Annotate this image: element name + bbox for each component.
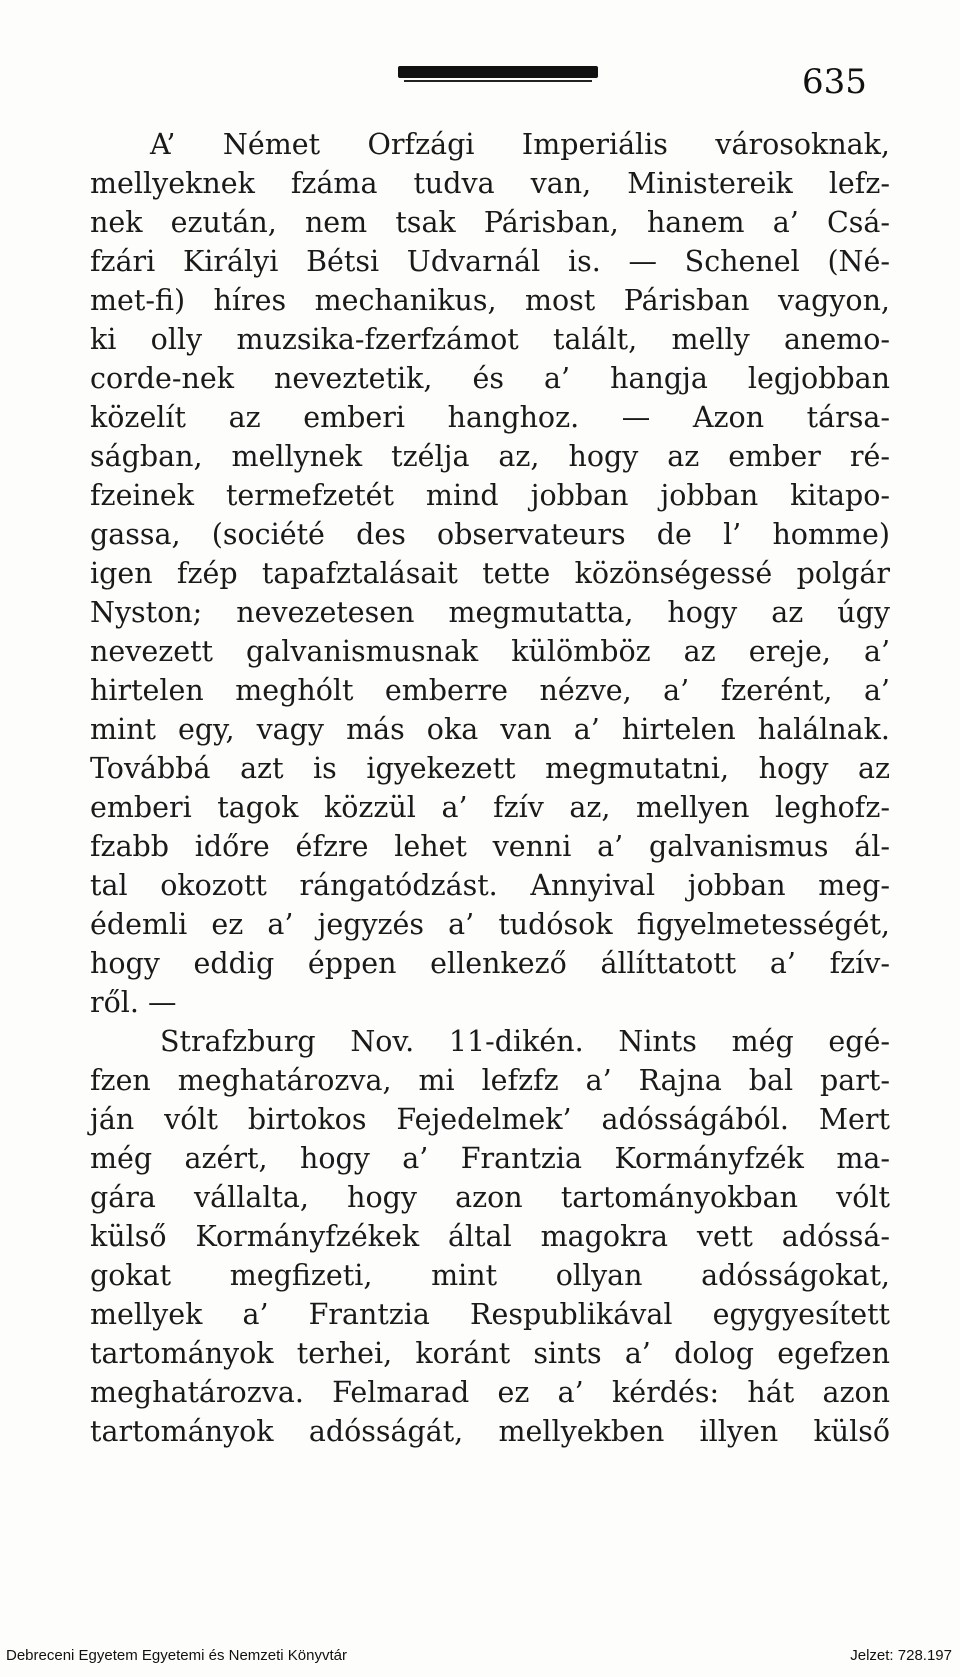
body-text <box>90 125 890 1451</box>
text-line: mint egy, vagy más oka van a’ hirtelen halálnak. <box>90 713 890 746</box>
text-line: nek ezután, nem tsak Párisban, hanem a’ Csá- <box>90 206 890 239</box>
text-line: ságban, mellynek tzélja az, hogy az ember ré- <box>90 440 890 473</box>
text-line: gára vállalta, hogy azon tartományokban vólt <box>90 1181 890 1214</box>
text-line: fzabb időre éfzre lehet venni a’ galvanismus ál- <box>90 830 890 863</box>
text-line: Nyston; nevezetesen megmutatta, hogy az úgy <box>90 596 890 629</box>
text-line: Továbbá azt is igyekezett megmutatni, hogy az <box>90 752 890 785</box>
text-line: hogy eddig éppen ellenkező állíttatott a’ fzív- <box>90 947 890 980</box>
text-line: met-fi) híres mechanikus, most Párisban vagyon, <box>90 284 890 317</box>
text-line: tartományok adósságát, mellyekben illyen külső <box>90 1415 890 1448</box>
text-line: gokat megfizeti, mint ollyan adósságokat, <box>90 1259 890 1292</box>
text-line: fzeinek termefzetét mind jobban jobban kitapo- <box>90 479 890 512</box>
text-line: még azért, hogy a’ Frantzia Kormányfzék ma- <box>90 1142 890 1175</box>
text-line: gassa, (société des observateurs de l’ homme) <box>90 518 890 551</box>
header-rule <box>398 66 598 78</box>
text-line: nevezett galvanismusnak külömböz az ereje, a’ <box>90 635 890 668</box>
text-line: tartományok terhei, koránt sints a’ dolog egefzen <box>90 1337 890 1370</box>
text-line: ján vólt birtokos Fejedelmek’ adósságából. Mert <box>90 1103 890 1136</box>
library-footer: Debreceni Egyetem Egyetemi és Nemzeti Könyvtár <box>6 1647 347 1664</box>
text-line: igen fzép tapafztalásait tette közönségessé polgár <box>90 557 890 590</box>
page-number: 635 <box>802 62 867 102</box>
shelfmark-footer: Jelzet: 728.197 <box>850 1647 952 1664</box>
text-line: édemli ez a’ jegyzés a’ tudósok figyelmetességét, <box>90 908 890 941</box>
text-line: ről. — <box>90 986 177 1019</box>
text-line: meghatározva. Felmarad ez a’ kérdés: hát azon <box>90 1376 890 1409</box>
text-line: A’ Német Orfzági Imperiális városoknak, <box>150 128 890 161</box>
text-line: fzen meghatározva, mi lefzfz a’ Rajna bal part- <box>90 1064 890 1097</box>
text-line: tal okozott rángatódzást. Annyival jobban meg- <box>90 869 890 902</box>
text-line: külső Kormányfzékek által magokra vett adóssá- <box>90 1220 890 1253</box>
text-line: közelít az emberi hanghoz. — Azon társa- <box>90 401 890 434</box>
text-line: fzári Királyi Bétsi Udvarnál is. — Schenel (Né- <box>90 245 890 278</box>
text-line: ki olly muzsika-fzerfzámot talált, melly anemo- <box>90 323 890 356</box>
text-line: corde-nek neveztetik, és a’ hangja legjobban <box>90 362 890 395</box>
text-line: mellyeknek fzáma tudva van, Ministereik lefz- <box>90 167 890 200</box>
text-line: Strafzburg Nov. 11-dikén. Nints még egé- <box>160 1025 890 1058</box>
text-line: mellyek a’ Frantzia Respublikával egygyesített <box>90 1298 890 1331</box>
text-line: hirtelen meghólt emberre nézve, a’ fzerént, a’ <box>90 674 890 707</box>
text-line: emberi tagok közzül a’ fzív az, mellyen leghofz- <box>90 791 890 824</box>
